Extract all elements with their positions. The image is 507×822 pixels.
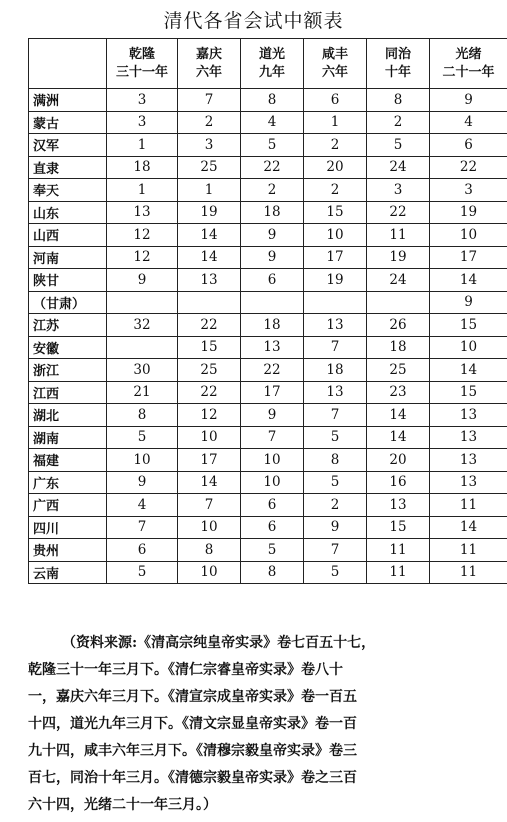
quota-cell: 14 bbox=[430, 269, 507, 292]
quota-cell: 22 bbox=[430, 156, 507, 179]
quota-cell: 14 bbox=[178, 246, 241, 269]
quota-cell bbox=[367, 291, 430, 314]
quota-cell: 7 bbox=[178, 494, 241, 517]
province-cell: 蒙古 bbox=[29, 111, 107, 134]
quota-table bbox=[28, 38, 507, 584]
province-cell: 广西 bbox=[29, 494, 107, 517]
quota-cell: 1 bbox=[304, 111, 367, 134]
quota-cell bbox=[107, 336, 178, 359]
quota-cell: 16 bbox=[367, 471, 430, 494]
province-cell: 直隶 bbox=[29, 156, 107, 179]
quota-cell: 20 bbox=[367, 449, 430, 472]
source-note-line: 一，嘉庆六年三月下。《清宣宗成皇帝实录》卷一百五 bbox=[28, 689, 357, 705]
quota-cell: 10 bbox=[304, 224, 367, 247]
quota-cell: 30 bbox=[107, 359, 178, 382]
source-note-line: 乾隆三十一年三月下。《清仁宗睿皇帝实录》卷八十 bbox=[28, 662, 343, 678]
quota-cell: 5 bbox=[107, 426, 178, 449]
quota-cell: 21 bbox=[107, 381, 178, 404]
quota-cell: 5 bbox=[107, 561, 178, 584]
quota-cell: 9 bbox=[241, 404, 304, 427]
quota-cell: 6 bbox=[430, 134, 507, 157]
quota-cell: 20 bbox=[304, 156, 367, 179]
table-row bbox=[29, 359, 507, 382]
quota-cell: 10 bbox=[241, 471, 304, 494]
quota-cell: 15 bbox=[178, 336, 241, 359]
quota-cell bbox=[304, 291, 367, 314]
table-row bbox=[29, 89, 507, 112]
quota-cell: 8 bbox=[178, 539, 241, 562]
quota-cell: 18 bbox=[304, 359, 367, 382]
quota-cell: 10 bbox=[241, 449, 304, 472]
quota-cell: 11 bbox=[367, 561, 430, 584]
quota-cell: 9 bbox=[430, 291, 507, 314]
quota-cell: 8 bbox=[241, 561, 304, 584]
quota-cell: 8 bbox=[304, 449, 367, 472]
table-row bbox=[29, 539, 507, 562]
header-era-name: 乾隆 bbox=[128, 46, 155, 62]
quota-cell: 5 bbox=[241, 539, 304, 562]
header-era-name: 咸丰 bbox=[321, 46, 348, 62]
table-row bbox=[29, 471, 507, 494]
table-row bbox=[29, 156, 507, 179]
table-row bbox=[29, 494, 507, 517]
province-cell: 江西 bbox=[29, 381, 107, 404]
province-cell: 四川 bbox=[29, 516, 107, 539]
table-row bbox=[29, 426, 507, 449]
quota-cell: 7 bbox=[107, 516, 178, 539]
quota-cell: 22 bbox=[241, 359, 304, 382]
quota-cell: 13 bbox=[430, 449, 507, 472]
table-row bbox=[29, 179, 507, 202]
quota-cell: 25 bbox=[367, 359, 430, 382]
table-row bbox=[29, 449, 507, 472]
quota-cell: 26 bbox=[367, 314, 430, 337]
province-cell: 陕甘 bbox=[29, 269, 107, 292]
quota-cell: 13 bbox=[241, 336, 304, 359]
quota-cell: 9 bbox=[304, 516, 367, 539]
header-era-name: 光绪 bbox=[455, 46, 482, 62]
quota-cell: 22 bbox=[178, 314, 241, 337]
quota-cell: 10 bbox=[107, 449, 178, 472]
quota-cell: 19 bbox=[367, 246, 430, 269]
province-cell: 河南 bbox=[29, 246, 107, 269]
quota-cell: 5 bbox=[304, 471, 367, 494]
quota-cell: 9 bbox=[107, 471, 178, 494]
header-era-year: 六年 bbox=[195, 64, 222, 80]
quota-cell: 3 bbox=[107, 111, 178, 134]
table-row bbox=[29, 201, 507, 224]
quota-cell: 14 bbox=[430, 516, 507, 539]
quota-cell: 10 bbox=[178, 516, 241, 539]
header-era-year: 三十一年 bbox=[115, 64, 168, 80]
quota-cell: 11 bbox=[430, 561, 507, 584]
quota-cell: 9 bbox=[107, 269, 178, 292]
quota-cell: 6 bbox=[241, 516, 304, 539]
quota-cell: 25 bbox=[178, 156, 241, 179]
quota-cell: 10 bbox=[430, 336, 507, 359]
table-row bbox=[29, 224, 507, 247]
header-era-year: 六年 bbox=[321, 64, 348, 80]
quota-cell: 13 bbox=[430, 404, 507, 427]
table-row bbox=[29, 516, 507, 539]
quota-cell: 3 bbox=[430, 179, 507, 202]
page-title: 清代各省会试中额表 bbox=[163, 10, 344, 32]
quota-cell: 13 bbox=[107, 201, 178, 224]
table-row bbox=[29, 134, 507, 157]
quota-cell: 6 bbox=[304, 89, 367, 112]
quota-cell: 17 bbox=[430, 246, 507, 269]
quota-cell: 32 bbox=[107, 314, 178, 337]
header-era-year: 十年 bbox=[384, 64, 411, 80]
quota-cell: 13 bbox=[304, 381, 367, 404]
quota-cell: 14 bbox=[367, 404, 430, 427]
quota-cell: 14 bbox=[178, 224, 241, 247]
quota-cell: 8 bbox=[107, 404, 178, 427]
province-cell: 奉天 bbox=[29, 179, 107, 202]
header-era-year: 二十一年 bbox=[442, 64, 495, 80]
header-cell bbox=[107, 39, 178, 89]
quota-cell: 19 bbox=[304, 269, 367, 292]
quota-cell: 15 bbox=[304, 201, 367, 224]
quota-cell: 18 bbox=[107, 156, 178, 179]
quota-cell: 18 bbox=[241, 201, 304, 224]
quota-cell: 18 bbox=[241, 314, 304, 337]
quota-cell: 2 bbox=[241, 179, 304, 202]
quota-cell: 4 bbox=[241, 111, 304, 134]
quota-cell: 3 bbox=[178, 134, 241, 157]
quota-cell: 4 bbox=[107, 494, 178, 517]
quota-cell: 15 bbox=[430, 381, 507, 404]
quota-cell: 5 bbox=[241, 134, 304, 157]
quota-cell: 13 bbox=[430, 471, 507, 494]
quota-cell: 8 bbox=[241, 89, 304, 112]
quota-cell: 1 bbox=[107, 134, 178, 157]
quota-cell: 13 bbox=[367, 494, 430, 517]
header-cell bbox=[304, 39, 367, 89]
province-cell: 贵州 bbox=[29, 539, 107, 562]
quota-cell: 1 bbox=[107, 179, 178, 202]
province-cell: 广东 bbox=[29, 471, 107, 494]
quota-cell: 11 bbox=[367, 539, 430, 562]
quota-cell: 9 bbox=[241, 246, 304, 269]
quota-cell: 5 bbox=[304, 426, 367, 449]
quota-cell: 10 bbox=[178, 426, 241, 449]
quota-cell: 19 bbox=[430, 201, 507, 224]
source-note-line: 九十四，咸丰六年三月下。《清穆宗毅皇帝实录》卷三 bbox=[28, 743, 357, 759]
header-cell bbox=[178, 39, 241, 89]
quota-cell: 18 bbox=[367, 336, 430, 359]
quota-cell: 22 bbox=[241, 156, 304, 179]
quota-cell: 3 bbox=[107, 89, 178, 112]
quota-cell bbox=[241, 291, 304, 314]
quota-cell: 17 bbox=[241, 381, 304, 404]
quota-cell: 12 bbox=[107, 246, 178, 269]
table-row bbox=[29, 381, 507, 404]
quota-cell: 13 bbox=[178, 269, 241, 292]
table-row bbox=[29, 314, 507, 337]
quota-cell: 22 bbox=[178, 381, 241, 404]
header-era-name: 道光 bbox=[258, 46, 285, 62]
quota-cell: 14 bbox=[430, 359, 507, 382]
quota-cell: 7 bbox=[178, 89, 241, 112]
quota-cell: 17 bbox=[178, 449, 241, 472]
quota-cell: 2 bbox=[367, 111, 430, 134]
header-era-year: 九年 bbox=[258, 64, 285, 80]
quota-cell: 11 bbox=[430, 539, 507, 562]
province-cell: 福建 bbox=[29, 449, 107, 472]
header-corner-cell bbox=[29, 39, 107, 89]
province-cell: 浙江 bbox=[29, 359, 107, 382]
table-row bbox=[29, 404, 507, 427]
quota-cell: 14 bbox=[367, 426, 430, 449]
quota-cell: 5 bbox=[304, 561, 367, 584]
province-cell: 云南 bbox=[29, 561, 107, 584]
quota-cell: 19 bbox=[178, 201, 241, 224]
quota-cell: 13 bbox=[430, 426, 507, 449]
header-cell bbox=[367, 39, 430, 89]
quota-cell: 9 bbox=[241, 224, 304, 247]
quota-cell: 2 bbox=[304, 134, 367, 157]
table-header bbox=[29, 39, 507, 89]
quota-cell: 2 bbox=[304, 179, 367, 202]
quota-cell: 7 bbox=[304, 539, 367, 562]
quota-cell: 4 bbox=[430, 111, 507, 134]
header-cell bbox=[430, 39, 507, 89]
source-note-line: 六十四，光绪二十一年三月。） bbox=[28, 797, 217, 813]
header-era-name: 嘉庆 bbox=[195, 46, 222, 62]
quota-cell: 1 bbox=[178, 179, 241, 202]
quota-cell: 11 bbox=[367, 224, 430, 247]
table-row bbox=[29, 561, 507, 584]
quota-cell: 6 bbox=[107, 539, 178, 562]
province-cell: 汉军 bbox=[29, 134, 107, 157]
quota-cell: 11 bbox=[430, 494, 507, 517]
quota-cell: 15 bbox=[367, 516, 430, 539]
quota-cell: 25 bbox=[178, 359, 241, 382]
quota-cell: 24 bbox=[367, 269, 430, 292]
quota-cell bbox=[107, 291, 178, 314]
quota-cell: 24 bbox=[367, 156, 430, 179]
quota-cell: 22 bbox=[367, 201, 430, 224]
quota-cell: 7 bbox=[241, 426, 304, 449]
province-cell: 山西 bbox=[29, 224, 107, 247]
quota-cell: 12 bbox=[107, 224, 178, 247]
table-row bbox=[29, 291, 507, 314]
province-cell: 江苏 bbox=[29, 314, 107, 337]
quota-cell: 13 bbox=[304, 314, 367, 337]
quota-cell: 7 bbox=[304, 336, 367, 359]
source-note-line: （资料来源:《清高宗纯皇帝实录》卷七百五十七， bbox=[62, 635, 376, 651]
quota-cell: 10 bbox=[430, 224, 507, 247]
source-note-line: 百七，同治十年三月。《清德宗毅皇帝实录》卷之三百 bbox=[28, 770, 357, 786]
quota-cell: 6 bbox=[241, 494, 304, 517]
quota-cell: 23 bbox=[367, 381, 430, 404]
header-cell bbox=[241, 39, 304, 89]
quota-cell: 9 bbox=[430, 89, 507, 112]
province-cell: （甘肃） bbox=[29, 291, 107, 314]
table-body bbox=[29, 89, 507, 584]
quota-cell: 6 bbox=[241, 269, 304, 292]
quota-cell: 12 bbox=[178, 404, 241, 427]
table-row bbox=[29, 269, 507, 292]
quota-cell: 5 bbox=[367, 134, 430, 157]
quota-cell bbox=[178, 291, 241, 314]
header-row bbox=[29, 39, 507, 89]
table-row bbox=[29, 246, 507, 269]
quota-cell: 17 bbox=[304, 246, 367, 269]
quota-cell: 7 bbox=[304, 404, 367, 427]
province-cell: 安徽 bbox=[29, 336, 107, 359]
header-era-name: 同治 bbox=[384, 46, 411, 62]
province-cell: 满洲 bbox=[29, 89, 107, 112]
province-cell: 湖北 bbox=[29, 404, 107, 427]
source-note-line: 十四，道光九年三月下。《清文宗显皇帝实录》卷一百 bbox=[28, 716, 357, 732]
province-cell: 湖南 bbox=[29, 426, 107, 449]
quota-cell: 15 bbox=[430, 314, 507, 337]
quota-cell: 2 bbox=[178, 111, 241, 134]
quota-cell: 3 bbox=[367, 179, 430, 202]
quota-cell: 10 bbox=[178, 561, 241, 584]
quota-cell: 14 bbox=[178, 471, 241, 494]
quota-cell: 2 bbox=[304, 494, 367, 517]
quota-cell: 8 bbox=[367, 89, 430, 112]
province-cell: 山东 bbox=[29, 201, 107, 224]
table-row bbox=[29, 111, 507, 134]
source-note bbox=[28, 630, 490, 819]
table-row bbox=[29, 336, 507, 359]
